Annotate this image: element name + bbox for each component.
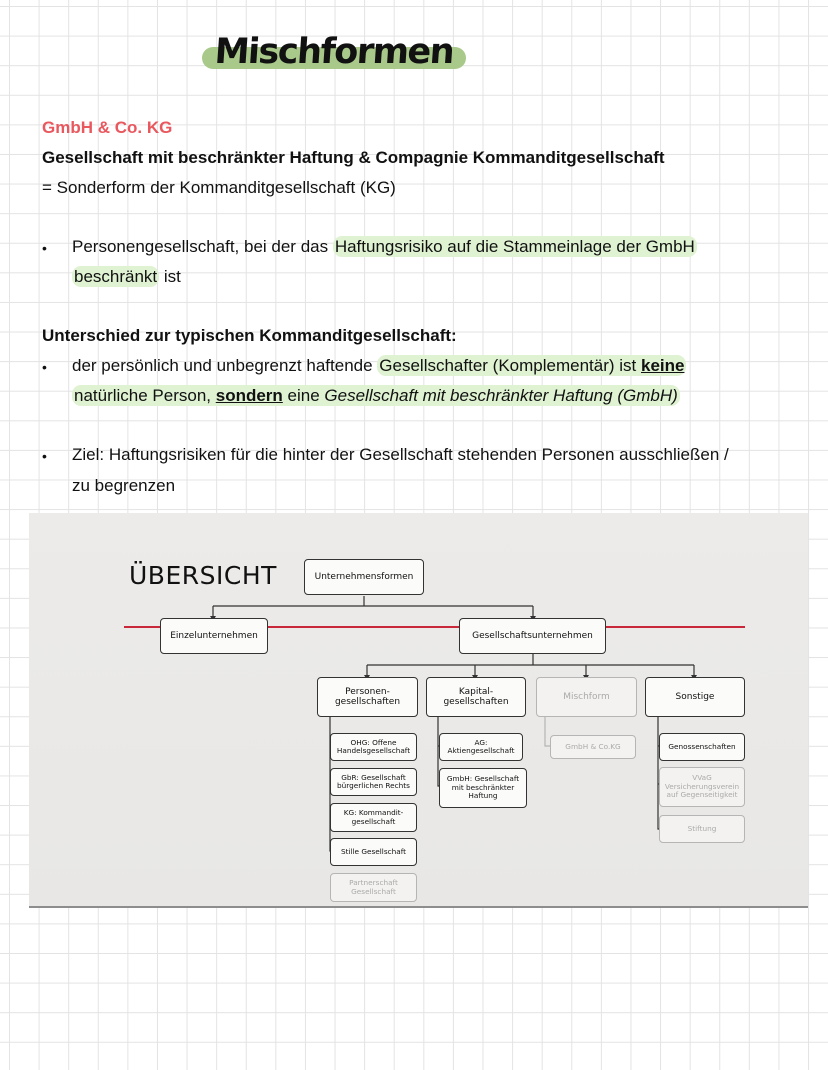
- node-stille-gesellschaft: Stille Gesellschaft: [330, 838, 417, 866]
- title-block: [200, 28, 468, 88]
- section-label: GmbH & Co. KG: [42, 118, 173, 137]
- bullet1-highlight: Haftungsrisiko auf die Stammeinlage der GmbH: [334, 237, 695, 256]
- unterschied-line1: [72, 356, 686, 376]
- bullet-marker: •: [42, 359, 47, 375]
- ziel-line2: zu begrenzen: [72, 476, 176, 495]
- unterschied-text: der persönlich und unbegrenzt haftende: [72, 356, 378, 375]
- bullet1-text: Personengesellschaft, bei der das: [72, 237, 333, 256]
- bullet-marker: •: [42, 448, 47, 464]
- node-unternehmensformen: Unternehmensformen: [304, 559, 424, 595]
- node-einzelunternehmen: Einzelunternehmen: [160, 618, 268, 654]
- bullet1-highlight-2: beschränkt: [74, 267, 158, 286]
- node-ag: AG: Aktiengesellschaft: [439, 733, 523, 761]
- node-gmbh: GmbH: Gesellschaft mit beschränkter Haftung: [439, 768, 527, 808]
- node-kapitalgesellschaften: Kapital- gesellschaften: [426, 677, 526, 717]
- bullet1-line2: [72, 267, 181, 287]
- keine-underlined: keine: [640, 356, 685, 375]
- page-title: Mischformen: [213, 32, 455, 72]
- section-definition: = Sonderform der Kommanditgesellschaft (KG): [42, 178, 396, 197]
- node-stiftung: Stiftung: [659, 815, 745, 843]
- node-ohg: OHG: Offene Handelsgesellschaft: [330, 733, 417, 761]
- unterschied-text-3: eine: [282, 386, 325, 405]
- node-kg: KG: Kommandit- gesellschaft: [330, 803, 417, 832]
- overview-diagram: [29, 513, 808, 908]
- diagram-title: ÜBERSICHT: [129, 561, 277, 590]
- unterschied-heading: Unterschied zur typischen Kommanditgesellschaft:: [42, 326, 457, 345]
- bullet1-line1: [72, 237, 697, 257]
- unterschied-highlight-text: Gesellschafter (Komplementär) ist: [379, 356, 641, 375]
- node-genossenschaften: Genossenschaften: [659, 733, 745, 761]
- bullet1-tail: ist: [159, 267, 181, 286]
- node-gesellschaftsunternehmen: Gesellschaftsunternehmen: [459, 618, 606, 654]
- gmbh-italic: Gesellschaft mit beschränkter Haftung (GmbH): [324, 386, 678, 405]
- node-sonstige: Sonstige: [645, 677, 745, 717]
- sondern-underlined: sondern: [215, 386, 283, 405]
- tree-lines: [213, 596, 694, 851]
- section-fullname: Gesellschaft mit beschränkter Haftung & Compagnie Kommanditgesellschaft: [42, 148, 665, 167]
- arrowheads: [210, 616, 697, 680]
- node-gmbh-co-kg: GmbH & Co.KG: [550, 735, 636, 759]
- unterschied-highlight-2: [72, 385, 680, 406]
- node-gbr: GbR: Gesellschaft bürgerlichen Rechts: [330, 768, 417, 796]
- ziel-line1: Ziel: Haftungsrisiken für die hinter der Gesellschaft stehenden Personen ausschließen /: [72, 445, 729, 464]
- bullet-marker: •: [42, 240, 47, 256]
- node-partnerschaft: Partnerschaft Gesellschaft: [330, 873, 417, 902]
- node-mischform: Mischform: [536, 677, 637, 717]
- unterschied-line2: [72, 386, 680, 406]
- node-vvag: VVaG Versicherungsverein auf Gegenseitigkeit: [659, 767, 745, 807]
- unterschied-highlight: [377, 355, 686, 376]
- node-personengesellschaften: Personen- gesellschaften: [317, 677, 418, 717]
- unterschied-text-2: natürliche Person,: [74, 386, 216, 405]
